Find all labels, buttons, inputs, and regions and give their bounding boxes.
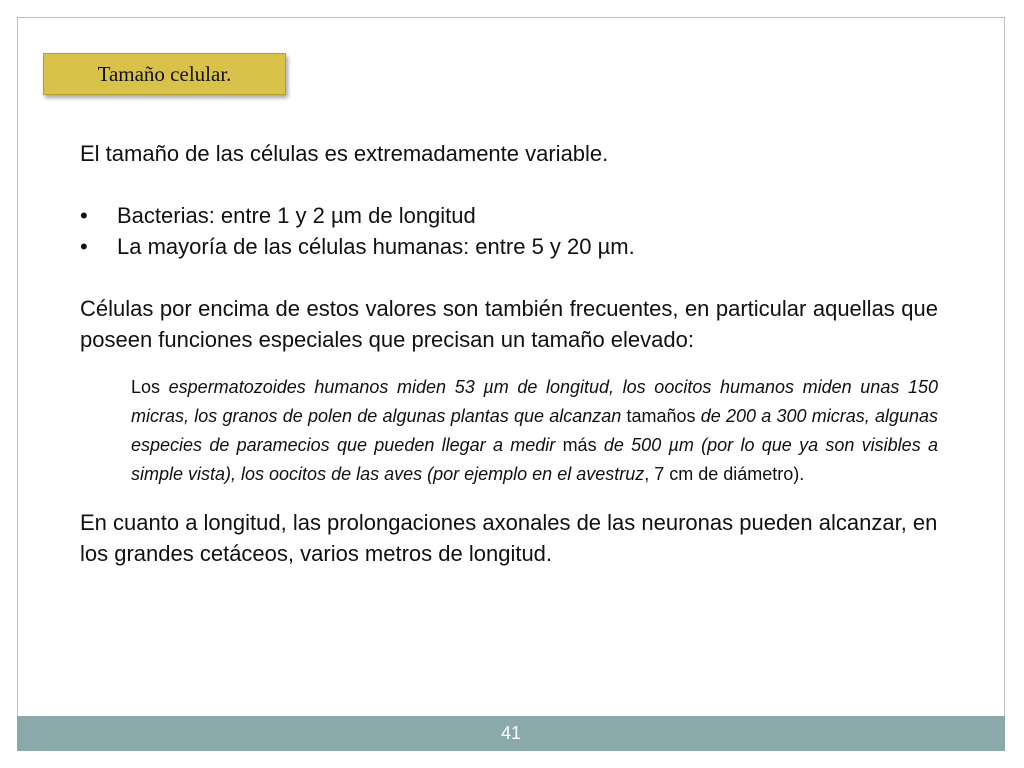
bullet-marker: • bbox=[80, 203, 88, 228]
note-part-6: de 500 µm (por lo que ya son visibles a simple vista), los oocitos de las aves (por ejemplo en el avestruz bbox=[131, 435, 938, 484]
bullet-item-bacterias bbox=[80, 200, 938, 231]
examples-note bbox=[131, 373, 938, 489]
page-number: 41 bbox=[500, 723, 522, 743]
note-part-4: de 200 a 300 micras, algunas especies de paramecios que pueden llegar a medir bbox=[131, 406, 939, 455]
bullet-item-celulas-humanas bbox=[80, 231, 938, 262]
large-cells-paragraph: Células por encima de estos valores son también frecuentes, en particular aquellas que poseen funciones especiales que precisan un tamaño elevado: bbox=[80, 296, 938, 352]
intro-text: El tamaño de las células es extremadamente variable. bbox=[80, 141, 609, 166]
footer-bar bbox=[17, 716, 1005, 751]
slide-content bbox=[80, 138, 938, 569]
note-part-7: , 7 cm de diámetro). bbox=[644, 464, 805, 484]
bullet-marker: • bbox=[80, 234, 88, 259]
bullet-text: Bacterias: entre 1 y 2 µm de longitud bbox=[117, 203, 476, 228]
bullet-text: La mayoría de las células humanas: entre 5 y 20 µm. bbox=[117, 234, 635, 259]
bullet-list bbox=[80, 200, 938, 262]
note-part-5: más bbox=[562, 435, 597, 455]
note-part-3: tamaños bbox=[626, 406, 696, 426]
slide-title-box bbox=[43, 53, 286, 95]
slide-title: Tamaño celular. bbox=[97, 61, 232, 86]
note-part-2: espermatozoides humanos miden 53 µm de longitud, los oocitos humanos miden unas 150 micras, los granos de polen de algunas plantas que alcanzan bbox=[131, 377, 938, 426]
note-part-1: Los bbox=[131, 377, 169, 397]
closing-paragraph: En cuanto a longitud, las prolongaciones axonales de las neuronas pueden alcanzar, en los grandes cetáceos, varios metros de longitud. bbox=[80, 510, 938, 566]
